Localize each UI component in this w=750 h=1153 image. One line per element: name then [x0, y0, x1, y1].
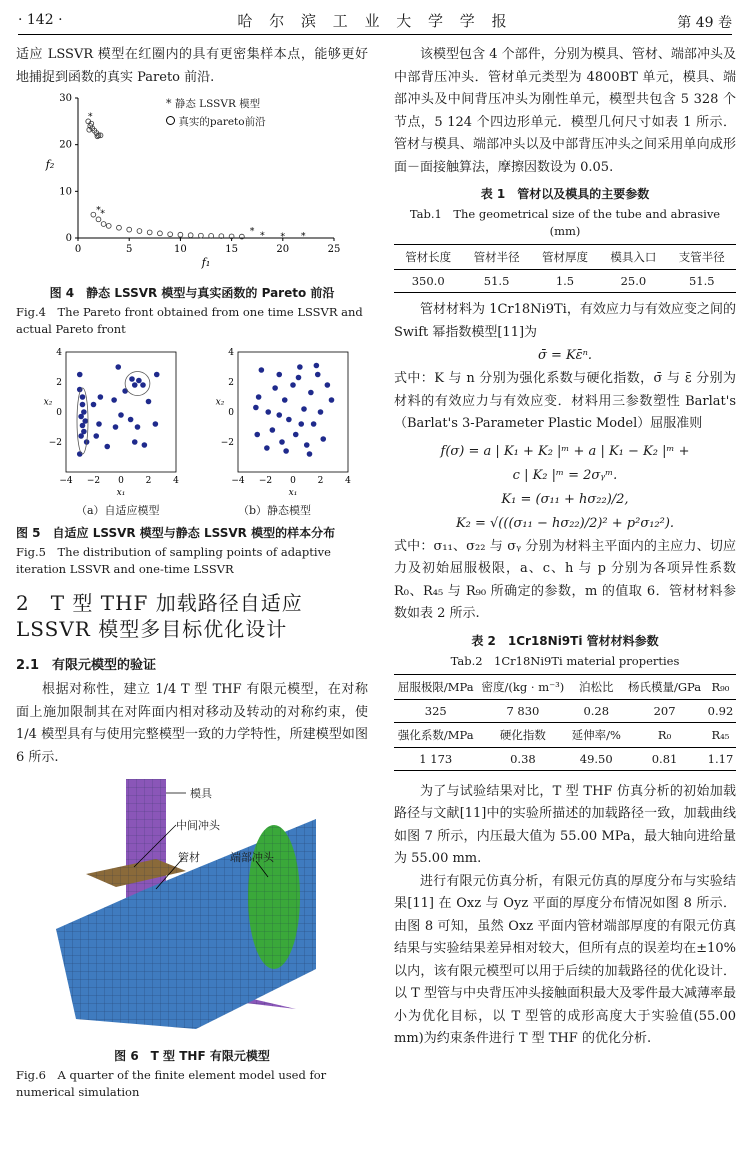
x-tick-label: 25 [327, 244, 341, 255]
table2-header-row-2 [394, 722, 736, 747]
equation-k1: K₁ = (σ₁₁ + hσ₂₂)/2, [501, 491, 629, 507]
x-tick-label: 0 [74, 244, 82, 255]
true-front-point [147, 230, 152, 235]
table2-cell: 1 173 [419, 751, 453, 766]
x-tick-label: 4 [173, 476, 179, 486]
sample-point [118, 412, 124, 418]
y-tick-label: 4 [56, 348, 62, 358]
table2-header-cell: R₀ [657, 727, 672, 742]
label-middle-punch: 中间冲头 [176, 819, 220, 832]
table1-value-row [394, 270, 736, 293]
page-number: · 142 · [18, 12, 63, 28]
sample-point [293, 432, 299, 438]
para-material: 管材材料为 1Cr18Ni9Ti，有效应力与有效应变之间的 Swift 幂指数模型[11]为 [394, 302, 736, 340]
y-axis-label: x₂ [215, 397, 225, 408]
y-axis-label: x₂ [43, 397, 53, 408]
static-model-point: * [260, 231, 265, 242]
true-front-point [198, 233, 203, 238]
sample-point [154, 372, 160, 378]
table2-cell: 325 [424, 703, 447, 718]
sample-point [153, 421, 159, 427]
sample-point [104, 444, 110, 450]
equation-yield-1: f(σ) = a | K₁ + K₂ |ᵐ + a | K₁ − K₂ |ᵐ + [440, 443, 690, 459]
static-model-point: * [100, 209, 105, 220]
sample-point [122, 388, 128, 394]
sample-point [279, 439, 285, 445]
equation-swift: σ̄ = Kε̄ⁿ. [537, 348, 593, 363]
sample-point [286, 417, 292, 423]
table2-header-cell: 杨氏模量/GPa [627, 679, 702, 694]
legend-true: 真实的pareto前沿 [178, 116, 266, 128]
label-end-punch: 端部冲头 [230, 851, 274, 864]
sample-point [308, 390, 314, 396]
sample-point [276, 412, 282, 418]
y-tick-label: 2 [56, 378, 62, 388]
x-axis-label: x₁ [116, 488, 126, 498]
sample-point [301, 406, 307, 412]
label-tube: 管材 [178, 851, 200, 864]
true-front-point [101, 222, 106, 227]
x-axis-label: x₁ [288, 488, 298, 498]
label-die: 模具 [190, 787, 212, 800]
true-front-point [117, 225, 122, 230]
x-tick-label: −4 [231, 476, 245, 486]
highlight-circle [125, 372, 150, 396]
true-front-point [91, 212, 96, 217]
table-2 [394, 674, 736, 771]
true-front-point [168, 232, 173, 237]
para-symmetry: 根据对称性，建立 1/4 T 型 THF 有限元模型，在对称面上施加限制其在对阵面内相对移动及转动的对称约束，使 1/4 模型具有与使用完整模型一致的力学特性，所建模型如图 6 所示. [16, 682, 368, 765]
sample-point [297, 364, 303, 370]
x-tick-label: 0 [290, 476, 296, 486]
static-model-point: * [88, 112, 93, 123]
table1-title-cn: 表 1 管材以及模具的主要参数 [480, 187, 650, 201]
sample-point [78, 433, 84, 439]
table2-header-cell: 屈服极限/MPa [397, 679, 474, 694]
sample-point [282, 397, 288, 403]
sample-point [259, 367, 265, 373]
y-axis-label: f₂ [45, 158, 55, 171]
fig6-caption-en: Fig.6 A quarter of the finite element model used for numerical simulation [16, 1068, 327, 1099]
sample-point [128, 417, 134, 423]
journal-title: 哈 尔 滨 工 业 大 学 学 报 [237, 12, 513, 30]
table2-value-row-1 [394, 699, 736, 722]
table2-header-row-1 [394, 674, 736, 699]
table1-header-cell: 管材长度 [405, 250, 452, 264]
sample-point [329, 397, 335, 403]
fig5-sub-b: （b）静态模型 [238, 504, 312, 517]
y-tick-label: −2 [220, 438, 234, 448]
table2-title-cn: 表 2 1Cr18Ni9Ti 管材材料参数 [471, 633, 659, 648]
para-model-components: 该模型包含 4 个部件，分别为模具、管材、端部冲头及中部背压冲头．管材单元类型为 4800BT 单元，模具、端部冲头及中间背压冲头为刚性单元，模型共包含 5 328 个节点，5 124 个四边形单元．模型几何尺寸如表 1 所示．管材与模具、端部冲头以及中部背压冲头之间采用单向成形面－面接触算法，摩擦因数设为 0.05. [394, 47, 736, 175]
x-tick-label: 20 [276, 244, 290, 255]
true-front-point [127, 227, 132, 232]
x-tick-label: 10 [174, 244, 187, 255]
y-tick-label: 20 [59, 139, 72, 151]
para-params: 式中：σ₁₁、σ₂₂ 与 σᵧ 分别为材料主平面内的主应力、切应力及初始屈服极限，a、c、h 与 p 分别为各项异性系数 R₀、R₄₅ 与 R₉₀ 所确定的参数，m 的值取 6．管材材料参数如表 2 所示. [394, 538, 736, 621]
y-tick-label: 2 [228, 378, 234, 388]
x-tick-label: 5 [126, 244, 133, 255]
table2-header-cell: 强化系数/MPa [397, 727, 474, 742]
para-fe-analysis: 进行有限元仿真分析，有限元仿真的厚度分布与实验结果[11] 在 Oxz 与 Oyz 平面的厚度分布情况如图 8 所示．由图 8 可知，虽然 Oxz 平面内管材端部厚度的有限元仿真结果与实验结果差异相对较大，但所有点的误差均在±10%以内，该有限元模型可以用于后续的加载路径的优化设计．以 T 型管与中央背压冲头接触面积最大及零件最大减薄率最小为优化目标，以 T 型管的成形高度大于实验值(55.00 mm)为约束条件进行 T 型 THF 的优化分析. [394, 873, 736, 1046]
section-2-heading: 2 T 型 THF 加载路径自适应 LSSVR 模型多目标优化设计 [16, 591, 303, 641]
table2-header-cell: R₄₅ [711, 727, 730, 742]
table1-header-row [394, 245, 736, 270]
sample-point [135, 424, 141, 430]
x-tick-label: −4 [59, 476, 73, 486]
sample-point [304, 442, 310, 448]
right-column [394, 44, 736, 1051]
sample-point [265, 409, 271, 415]
true-front-point [188, 233, 193, 238]
sample-distribution-chart [16, 342, 368, 522]
sample-point [290, 382, 296, 388]
x-tick-label: 2 [145, 476, 152, 486]
y-tick-label: 30 [59, 93, 72, 104]
table1-header-cell: 管材厚度 [541, 250, 588, 264]
static-model-point: * [96, 206, 101, 216]
volume-number: 第 49 卷 [677, 15, 732, 31]
sample-point [307, 451, 313, 457]
static-model-point: * [301, 232, 306, 243]
table1-header-cell: 模具入口 [610, 250, 657, 264]
table1-header-cell: 管材半径 [473, 250, 520, 264]
table2-header-cell: 泊松比 [578, 679, 614, 694]
x-tick-label: 4 [345, 476, 351, 486]
sample-point [298, 421, 304, 427]
true-front-point [158, 231, 163, 236]
y-tick-label: 0 [65, 233, 72, 244]
sample-point [136, 378, 142, 384]
table1-cell: 350.0 [411, 274, 445, 288]
table1-header-cell: 支管半径 [678, 250, 725, 264]
figure-6 [16, 779, 368, 1039]
sample-point [311, 421, 317, 427]
figure-5 [16, 342, 368, 522]
table2-title-en: Tab.2 1Cr18Ni9Ti material properties [450, 653, 680, 668]
sample-point [91, 402, 97, 408]
y-tick-label: 0 [228, 408, 234, 418]
table2-cell: 7 830 [506, 703, 540, 718]
legend-static: 静态 LSSVR 模型 [174, 98, 261, 110]
sample-point [254, 432, 260, 438]
equation-yield-2: c | K₂ |ᵐ = 2σᵧᵐ. [512, 467, 618, 483]
table2-header-cell: 密度/(kg · m⁻³) [481, 679, 565, 694]
figure-4 [16, 90, 368, 278]
y-tick-label: 10 [59, 186, 72, 198]
sample-point [256, 394, 262, 400]
fig5-sub-a: （a）自适应模型 [76, 504, 160, 517]
sample-point [146, 399, 152, 405]
sample-point [325, 382, 331, 388]
x-tick-label: 0 [118, 476, 124, 486]
table2-cell: 49.50 [579, 751, 613, 766]
table2-header-cell: R₉₀ [711, 679, 730, 694]
sample-point [93, 433, 99, 439]
table2-cell: 0.38 [510, 751, 536, 766]
x-tick-label: −2 [258, 476, 273, 486]
sample-point [283, 448, 289, 454]
sample-point [140, 382, 146, 388]
y-tick-label: 0 [56, 408, 62, 418]
sample-point [272, 385, 278, 391]
table2-cell: 0.92 [707, 703, 734, 718]
intro-paragraph: 适应 LSSVR 模型在红圈内的具有更密集样本点，能够更好地捕捉到函数的真实 Pareto 前沿. [16, 47, 368, 85]
sample-point [314, 363, 320, 369]
sample-point [270, 427, 276, 433]
fig4-caption-en: Fig.4 The Pareto front obtained from one time LSSVR and actual Pareto front [16, 305, 363, 336]
sample-point [77, 372, 83, 378]
table-1 [394, 244, 736, 293]
table2-value-row-2 [394, 747, 736, 770]
y-tick-label: −2 [48, 438, 62, 448]
sample-point [96, 421, 102, 427]
x-axis-label: f₁ [201, 256, 211, 269]
sample-point [320, 436, 326, 442]
sample-point [132, 382, 138, 388]
sample-point [111, 397, 117, 403]
para-loading-path: 为了与试验结果对比，T 型 THF 仿真分析的初始加载路径与文献[11]中的实验所描述的加载路径一致，加载曲线如图 7 所示，内压最大值为 55.00 MPa，最大轴向进给量为 55.00 mm. [394, 783, 736, 866]
fig4-legend: * 静态 LSSVR 模型 真实的pareto前沿 [166, 97, 266, 128]
table2-header-cell: 延伸率/% [571, 727, 621, 742]
sample-point [296, 375, 302, 381]
sample-point [78, 414, 84, 420]
sample-point [115, 364, 121, 370]
fig4-caption-cn: 图 4 静态 LSSVR 模型与真实函数的 Pareto 前沿 [49, 286, 335, 300]
fig5-caption-en: Fig.5 The distribution of sampling points of adaptive iteration LSSVR and one-time LSSVR [16, 545, 331, 576]
sample-point [113, 424, 119, 430]
equation-k2: K₂ = √(((σ₁₁ − hσ₂₂)/2)² + p²σ₁₂²). [455, 515, 675, 531]
sample-point [80, 423, 86, 429]
fig6-caption-cn: 图 6 T 型 THF 有限元模型 [114, 1049, 270, 1063]
sample-point [264, 445, 270, 451]
table2-cell: 0.28 [583, 703, 610, 718]
static-model-point: * [249, 227, 255, 237]
table1-cell: 51.5 [688, 274, 715, 288]
sample-point [80, 402, 86, 408]
section-2-1-heading: 2.1 有限元模型的验证 [16, 658, 157, 673]
x-tick-label: 2 [317, 476, 324, 486]
sample-point [142, 442, 148, 448]
x-tick-label: 15 [225, 244, 238, 255]
true-front-point [178, 232, 183, 237]
table2-cell: 207 [653, 703, 676, 718]
sample-point [98, 394, 104, 400]
table1-title-en: Tab.1 The geometrical size of the tube and abrasive (mm) [409, 207, 732, 238]
para-barlat: 式中：K 与 n 分别为强化系数与硬化指数，σ̄ 与 ε̄ 分别为材料的有效应力与有效应变．材料用三参数塑性 Barlat's（Barlat's 3-Parameter Plastic Model）屈服准则 [394, 371, 736, 431]
x-tick-label: −2 [86, 476, 101, 486]
table2-header-cell: 硬化指数 [499, 727, 546, 742]
sample-point [315, 372, 321, 378]
sample-point [318, 409, 324, 415]
true-front-point [95, 134, 100, 139]
table1-cell: 1.5 [555, 274, 575, 288]
sample-point [253, 405, 259, 411]
true-front-point [137, 229, 142, 234]
page-header [18, 8, 732, 35]
sample-point [132, 439, 138, 445]
table1-cell: 51.5 [483, 274, 510, 288]
y-tick-label: 4 [228, 348, 234, 358]
left-column [16, 44, 368, 1101]
sample-point [276, 372, 282, 378]
static-model-point: * [280, 232, 286, 243]
sample-point [80, 394, 86, 400]
table2-cell: 1.17 [707, 751, 734, 766]
sample-point [129, 376, 135, 382]
panel-frame [238, 352, 348, 472]
fig5-caption-cn: 图 5 自适应 LSSVR 模型与静态 LSSVR 模型的样本分布 [16, 526, 336, 540]
true-front-point [106, 223, 111, 228]
table2-cell: 0.81 [651, 751, 678, 766]
table1-cell: 25.0 [620, 274, 647, 288]
